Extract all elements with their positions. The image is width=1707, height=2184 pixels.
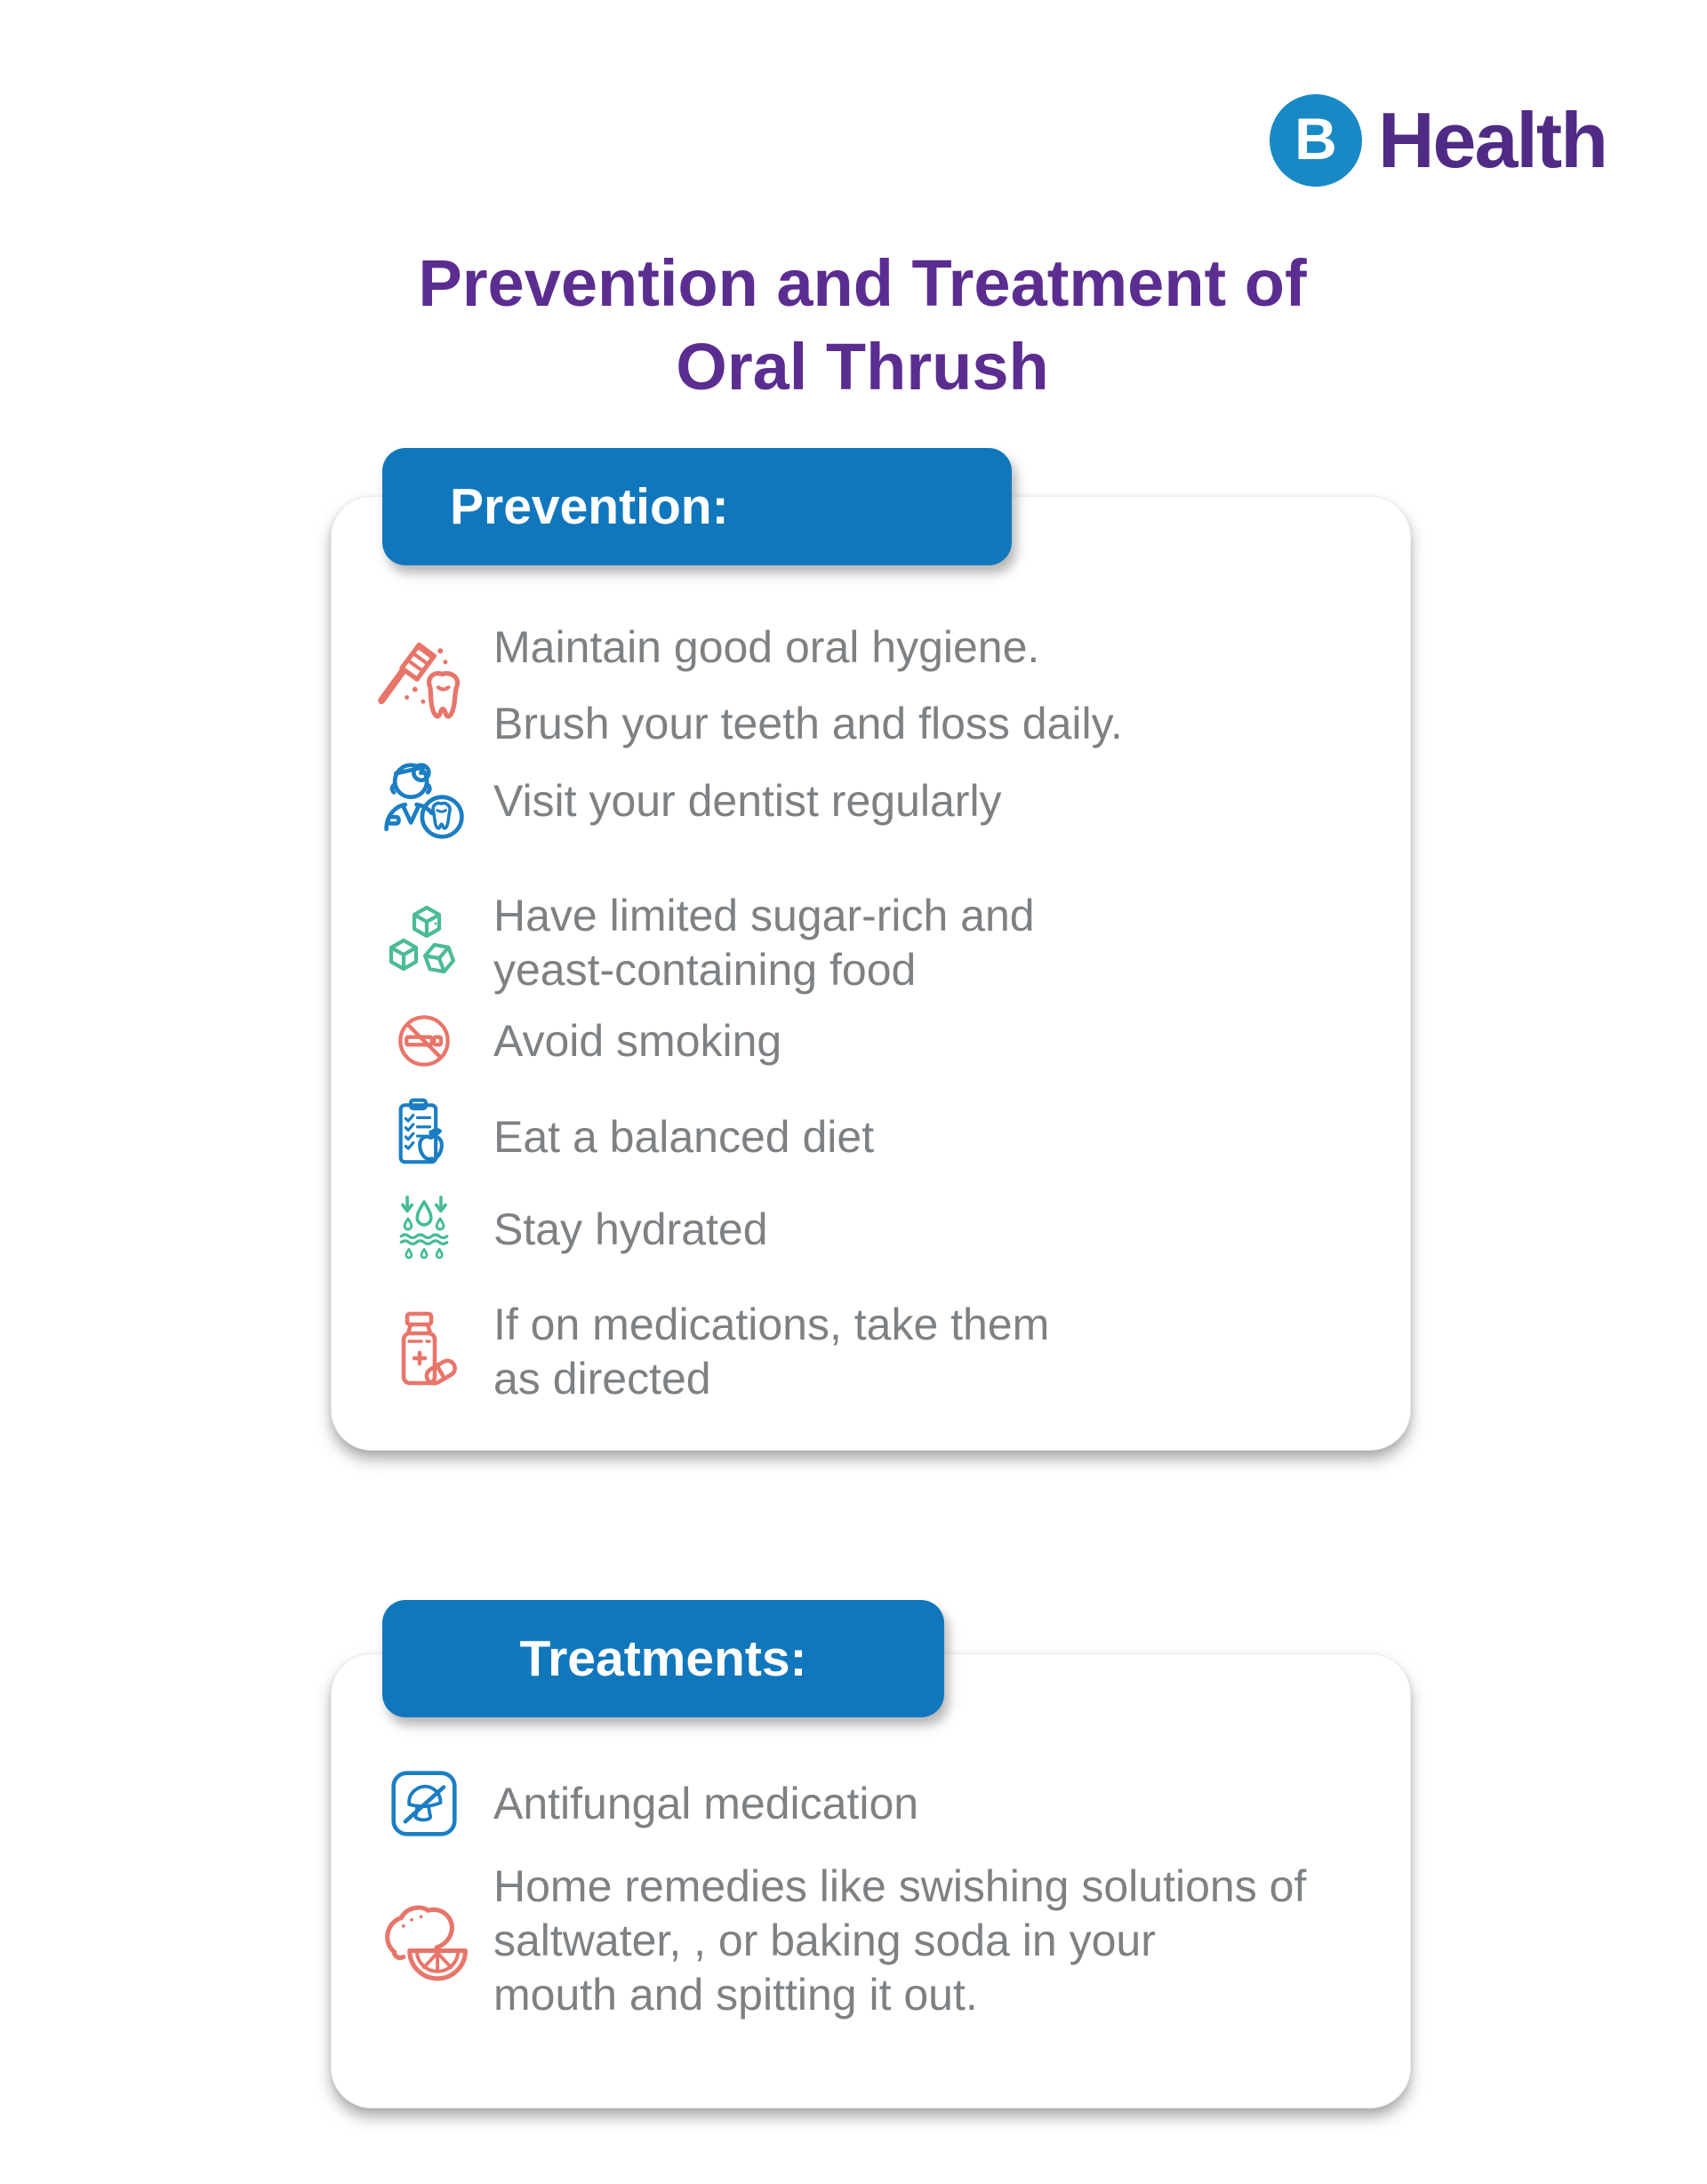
list-item-home-remedies [369, 1852, 1378, 2029]
list-item-diet [369, 1098, 1378, 1176]
item-line: yeast-containing food [493, 945, 917, 995]
antifungal-icon [369, 1764, 479, 1843]
treatments-header-label: Treatments: [519, 1630, 807, 1687]
list-item-text [493, 889, 1035, 997]
item-line: Eat a balanced diet [493, 1111, 875, 1162]
no-smoking-icon [369, 1003, 479, 1079]
item-line: saltwater, , or baking soda in your [493, 1915, 1156, 1965]
item-line: If on medications, take them [493, 1300, 1050, 1349]
item-line: mouth and spitting it out. [493, 1969, 978, 2020]
prevention-card [331, 496, 1411, 1451]
list-item-text [493, 1109, 874, 1165]
list-item-text [493, 1860, 1306, 2022]
item-line: Visit your dentist regularly [493, 775, 1002, 826]
list-item-dentist [369, 760, 1378, 842]
item-line: Home remedies like swishing solutions of [493, 1860, 1307, 1911]
item-line: as directed [493, 1354, 711, 1404]
list-item-oral-hygiene [369, 611, 1378, 760]
list-item-medications [369, 1295, 1378, 1409]
dentist-icon [369, 754, 479, 848]
sugar-cubes-icon [369, 899, 479, 988]
item-line: Have limited sugar-rich and [493, 891, 1035, 940]
balanced-diet-icon [369, 1095, 479, 1179]
prevention-header-label: Prevention: [450, 478, 729, 535]
item-line: Avoid smoking [493, 1015, 782, 1066]
brand-logo [1270, 94, 1607, 187]
list-item-text [493, 1202, 768, 1258]
item-line: Antifungal medication [493, 1778, 919, 1828]
list-item-text [493, 1013, 781, 1069]
bajaj-logo-mark-icon [1270, 94, 1362, 187]
item-line: Brush your teeth and floss daily. [493, 699, 1123, 748]
page-title-line1: Prevention and Treatment of [418, 246, 1307, 320]
list-item-text [493, 1298, 1049, 1406]
item-line: Maintain good oral hygiene. [493, 622, 1040, 672]
list-item-text [493, 1776, 918, 1832]
list-item-sugar [369, 890, 1378, 996]
treatments-section-header [382, 1600, 944, 1717]
page-title [142, 242, 1583, 409]
item-line: Stay hydrated [493, 1204, 768, 1254]
page-title-line2: Oral Thrush [676, 329, 1049, 404]
logo-brand-text: Health [1378, 96, 1607, 184]
list-item-smoking [369, 1002, 1378, 1080]
list-item-hydration [369, 1190, 1378, 1268]
prevention-section-header [382, 448, 1012, 565]
treatments-card [331, 1653, 1411, 2108]
lemon-icon [369, 1889, 479, 1992]
list-item-text [493, 773, 1002, 829]
list-item-text [493, 609, 1123, 762]
list-item-antifungal [369, 1763, 1378, 1844]
medication-bottle-icon [369, 1308, 479, 1396]
hydration-icon [369, 1191, 479, 1268]
toothbrush-tooth-icon [369, 635, 479, 736]
logo-mark-letter: B [1294, 106, 1337, 172]
